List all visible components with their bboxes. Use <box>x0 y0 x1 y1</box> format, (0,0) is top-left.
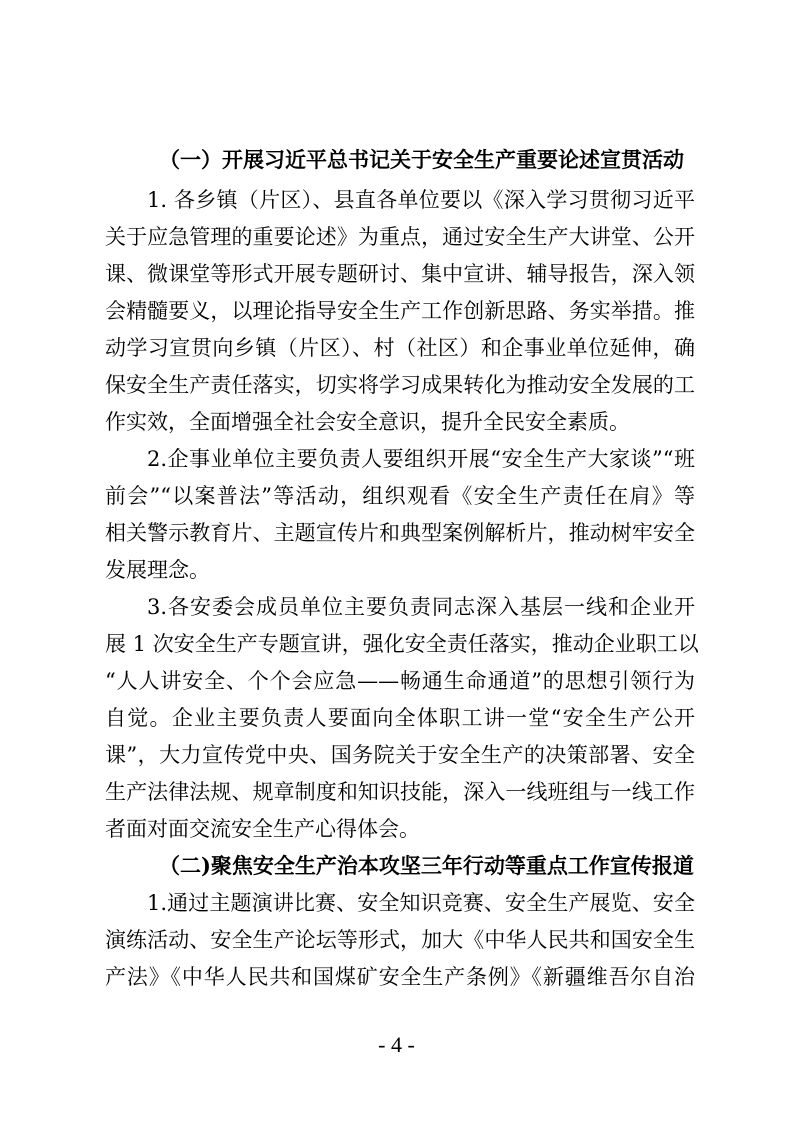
paragraph-line: 会精髓要义，以理论指导安全生产工作创新思路、务实举措。推 <box>105 299 695 323</box>
section-heading-2: （二)聚焦安全生产治本攻坚三年行动等重点工作宣传报道 <box>159 853 694 878</box>
paragraph-line: 1.通过主题演讲比赛、安全知识竞赛、安全生产展览、安全 <box>147 891 695 915</box>
paragraph-line: 前会”“以案普法”等活动，组织观看《安全生产责任在肩》等 <box>105 484 695 508</box>
section-heading-1: （一）开展习近平总书记关于安全生产重要论述宣贯活动 <box>159 147 684 172</box>
paragraph-line: 保安全生产责任落实，切实将学习成果转化为推动安全发展的工 <box>105 373 695 397</box>
paragraph-line: 作实效，全面增强全社会安全意识，提升全民安全素质。 <box>105 410 630 434</box>
page-number: - 4 - <box>378 1032 415 1057</box>
paragraph-line: 演练活动、安全生产论坛等形式，加大《中华人民共和国安全生 <box>105 928 695 952</box>
paragraph-line: 2.企事业单位主要负责人要组织开展“安全生产大家谈”“班 <box>147 447 695 471</box>
paragraph-line: 课、微课堂等形式开展专题研讨、集中宣讲、辅导报告，深入领 <box>105 262 695 286</box>
paragraph-line: 自觉。企业主要负责人要面向全体职工讲一堂“安全生产公开 <box>105 706 695 730</box>
paragraph-line: 动学习宣贯向乡镇（片区）、村（社区）和企事业单位延伸，确 <box>105 336 695 360</box>
paragraph-line: 产法》《中华人民共和国煤矿安全生产条例》《新疆维吾尔自治 <box>105 965 695 989</box>
paragraph-line: 1. 各乡镇（片区）、县直各单位要以《深入学习贯彻习近平 <box>147 188 695 212</box>
paragraph-line: 关于应急管理的重要论述》为重点，通过安全生产大讲堂、公开 <box>105 225 695 249</box>
paragraph-line: 展 1 次安全生产专题宣讲，强化安全责任落实，推动企业职工以 <box>105 632 699 656</box>
paragraph-line: 者面对面交流安全生产心得体会。 <box>105 817 420 841</box>
paragraph-line: 相关警示教育片、主题宣传片和典型案例解析片，推动树牢安全 <box>105 521 695 545</box>
paragraph-line: 生产法律法规、规章制度和知识技能，深入一线班组与一线工作 <box>105 780 695 804</box>
paragraph-line: 课”，大力宣传党中央、国务院关于安全生产的决策部署、安全 <box>105 743 695 767</box>
paragraph-line: 发展理念。 <box>105 558 210 582</box>
paragraph-line: “人人讲安全、个个会应急——畅通生命通道”的思想引领行为 <box>105 669 695 693</box>
paragraph-line: 3.各安委会成员单位主要负责同志深入基层一线和企业开 <box>147 595 695 619</box>
